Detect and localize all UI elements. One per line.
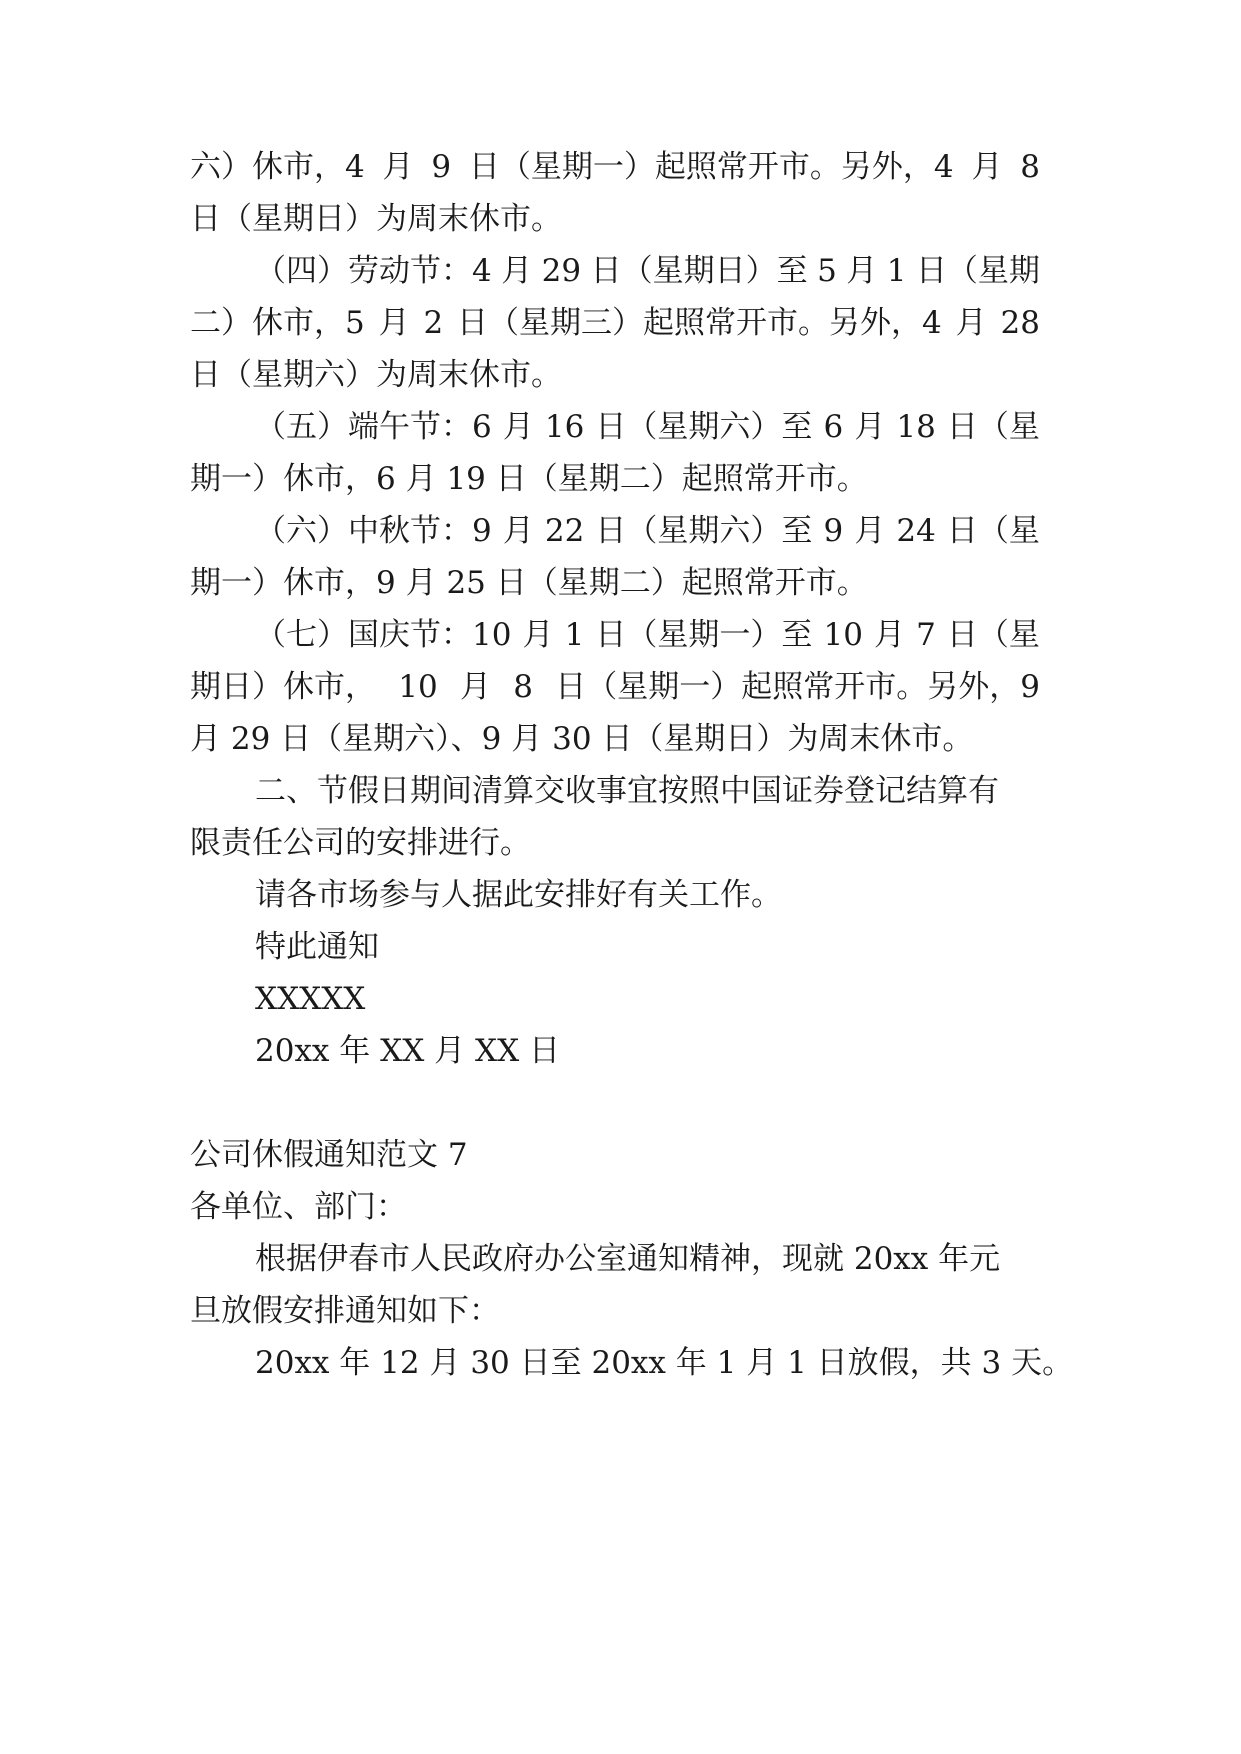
text-word: 日（星期二）起照常开市。	[495, 461, 868, 497]
text-word: 月	[405, 565, 437, 601]
text-line	[190, 303, 1040, 343]
text-word: 日	[529, 1033, 560, 1069]
text-line	[190, 199, 1040, 239]
text-word: 日（星期一）起照常开市。另外，4	[468, 149, 954, 185]
text-word: 月	[190, 721, 221, 757]
text-word: 日（星期三）起照常开市。另外，4	[457, 305, 942, 341]
text-word: 月	[511, 721, 543, 757]
text-word: 日（星期六）为周末休市。	[190, 357, 562, 393]
text-word: 19	[446, 461, 486, 497]
text-word: 日（星期六）至	[595, 513, 813, 549]
text-word: 日放假，共	[816, 1345, 972, 1381]
text-word: 日（星期日）为周末休市。	[601, 721, 974, 757]
text-word: 期日）休市，	[190, 669, 376, 705]
text-word: 特此通知	[255, 929, 379, 965]
text-word: 月	[502, 409, 534, 445]
text-word: 29	[230, 721, 271, 757]
text-word: XXXXX	[255, 981, 366, 1017]
text-word: 1	[564, 617, 585, 653]
text-word: 月	[378, 305, 410, 341]
text-word: 8	[1020, 149, 1040, 185]
text-word: 日（星期	[915, 253, 1040, 289]
text-word: 日（星期一）至	[595, 617, 813, 653]
text-line	[255, 1239, 1040, 1279]
text-word: 日至	[519, 1345, 582, 1381]
text-word: 25	[446, 565, 486, 601]
text-word: 月	[846, 253, 878, 289]
text-word: 月	[405, 461, 437, 497]
text-word: XX	[475, 1033, 520, 1069]
text-word: 24	[896, 513, 936, 549]
text-word: 月	[429, 1345, 461, 1381]
text-word: 18	[896, 409, 936, 445]
text-line	[255, 1031, 1040, 1071]
text-line	[190, 719, 1040, 759]
text-word: 10	[823, 617, 863, 653]
text-line	[190, 147, 1040, 187]
text-word: 年	[339, 1345, 371, 1381]
text-word: 日（星	[946, 617, 1040, 653]
text-word: 20xx	[255, 1033, 330, 1069]
text-word: 6	[823, 409, 844, 445]
text-word: 9	[823, 513, 844, 549]
text-word: 请各市场参与人据此安排好有关工作。	[255, 877, 782, 913]
text-line	[190, 355, 1040, 395]
text-line	[255, 251, 1040, 291]
text-word: 旦放假安排通知如下：	[190, 1293, 500, 1329]
text-word: 日（星	[946, 513, 1040, 549]
text-word: 根据伊春市人民政府办公室通知精神，现就	[255, 1241, 844, 1277]
text-line	[190, 1291, 1040, 1331]
text-word: 3	[981, 1345, 1002, 1381]
text-word: 日（星期日）至	[590, 253, 808, 289]
text-word: 月	[382, 149, 414, 185]
text-word: 日（星期六）、9	[280, 721, 502, 757]
text-line	[255, 771, 1040, 811]
text-word: 二）休市，5	[190, 305, 365, 341]
text-word: 期一）休市，6	[190, 461, 396, 497]
text-word: 各单位、部门：	[190, 1189, 407, 1225]
text-word: 12	[380, 1345, 420, 1381]
text-word: （五）端午节：6	[255, 409, 492, 445]
text-line	[255, 979, 1040, 1019]
text-line	[255, 1343, 1074, 1383]
text-word: 年	[339, 1033, 371, 1069]
text-word: 天。	[1011, 1345, 1074, 1381]
text-line	[255, 875, 1040, 915]
text-line	[255, 511, 1040, 551]
text-word: 2	[423, 305, 444, 341]
text-word: 29	[541, 253, 582, 289]
text-line	[190, 1135, 1040, 1175]
text-word: 日（星期二）起照常开市。	[495, 565, 868, 601]
text-word: 日（星期一）起照常开市。另外，9	[555, 669, 1040, 705]
text-word: 20xx	[591, 1345, 666, 1381]
text-word: 月	[746, 1345, 778, 1381]
text-word: 7	[916, 617, 936, 653]
text-word: 月	[434, 1033, 466, 1069]
text-word: XX	[380, 1033, 425, 1069]
text-word: 月	[854, 409, 886, 445]
text-line	[255, 927, 1040, 967]
text-word: 7	[447, 1137, 468, 1173]
text-word: 22	[544, 513, 585, 549]
text-word: 30	[470, 1345, 510, 1381]
text-word: 月	[955, 305, 987, 341]
text-line	[190, 563, 1040, 603]
text-word: 年元	[938, 1241, 1001, 1277]
text-line	[255, 407, 1040, 447]
text-word: 月	[502, 513, 534, 549]
text-word: 月	[501, 253, 533, 289]
text-line	[190, 1187, 1040, 1227]
text-word: 10	[398, 669, 438, 705]
text-word: 月	[854, 513, 886, 549]
text-word: 1	[787, 1345, 807, 1381]
text-word: 月	[971, 149, 1003, 185]
text-word: 月	[522, 617, 554, 653]
text-word: （六）中秋节：9	[255, 513, 492, 549]
text-word: 1	[886, 253, 907, 289]
text-word: 20xx	[853, 1241, 929, 1277]
text-word: 月	[874, 617, 906, 653]
text-word: 20xx	[255, 1345, 330, 1381]
text-word: 5	[817, 253, 837, 289]
text-line	[190, 459, 1040, 499]
text-word: 年	[675, 1345, 707, 1381]
text-word: 日（星	[946, 409, 1040, 445]
text-word: 8	[513, 669, 533, 705]
text-word: 30	[552, 721, 592, 757]
text-word: 日（星期六）至	[595, 409, 813, 445]
text-word: 9	[431, 149, 452, 185]
text-line	[255, 615, 1040, 655]
text-word: 月	[459, 669, 491, 705]
text-word: （七）国庆节：10	[255, 617, 512, 653]
text-line	[190, 667, 1040, 707]
text-word: 二、节假日期间清算交收事宜按照中国证券登记结算有	[255, 773, 999, 809]
text-word: 28	[1000, 305, 1040, 341]
text-word: 六）休市，4	[190, 149, 365, 185]
text-word: （四）劳动节：4	[255, 253, 492, 289]
text-word: 期一）休市，9	[190, 565, 396, 601]
text-word: 日（星期日）为周末休市。	[190, 201, 562, 237]
text-line	[190, 823, 1040, 863]
text-word: 1	[716, 1345, 737, 1381]
text-word: 公司休假通知范文	[190, 1137, 438, 1173]
text-word: 限责任公司的安排进行。	[190, 825, 531, 861]
text-word: 16	[544, 409, 585, 445]
